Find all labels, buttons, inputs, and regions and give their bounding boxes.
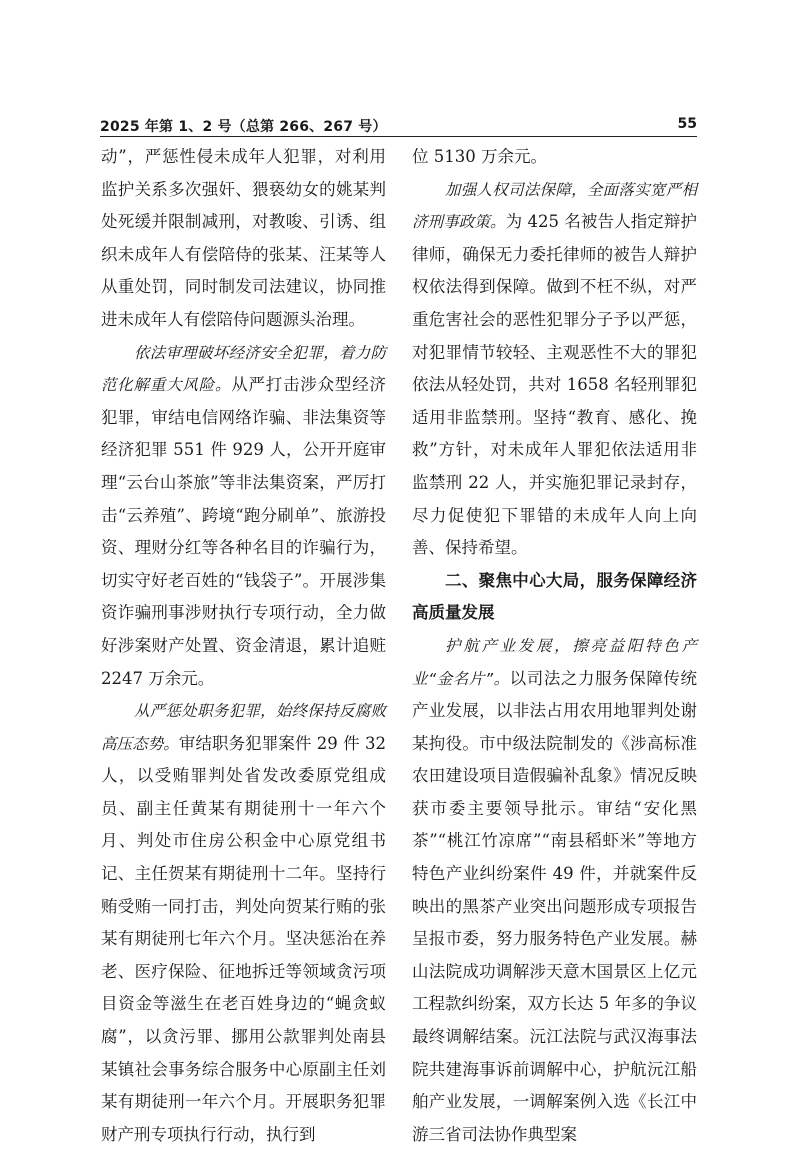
- paragraph-body: 为 425 名被告人指定辩护律师，确保无力委托律师的被告人辩护权依法得到保障。做到不枉不纵，对严重危害社会的恶性犯罪分子予以严惩，对犯罪情节较轻、主观恶性不大的罪犯依法从轻处罚，共对 1658 名轻刑罪犯适用非监禁刑。坚持“教育、感化、挽救”方针，对未成年人罪犯依法适用非监禁刑 22 人，并实施犯罪记录封存，尽力促使犯下罪错的未成年人向上向善、保持希望。: [412, 212, 697, 558]
- paragraph: [101, 337, 386, 696]
- paragraph: [412, 630, 697, 1151]
- paragraph: 位 5130 万余元。: [412, 147, 547, 166]
- page-number: 55: [677, 116, 697, 132]
- paragraph: [101, 695, 386, 1151]
- paragraph-lead: 护航产业发展，擦亮益阳特色产业“金名片”。: [412, 636, 697, 688]
- paragraph: 动”，严惩性侵未成年人犯罪，对利用监护关系多次强奸、猥亵幼女的姚某判处死缓并限制减刑，对教唆、引诱、组织未成年人有偿陪侍的张某、汪某等人从重处罚，同时制发司法建议，协同推进未成年人有偿陪侍问题源头治理。: [101, 147, 386, 329]
- paragraph-body: 从严打击涉众型经济犯罪，审结电信网络诈骗、非法集资等经济犯罪 551 件 929 人，公开开庭审理“云台山茶旅”等非法集资案，严厉打击“云养殖”、跨境“跑分刷单”、旅游投资、理财分红等各种名目的诈骗行为，切实守好老百姓的“钱袋子”。开展涉集资诈骗刑事涉财执行专项行动，全力做好涉案财产处置、资金清退，累计追赃 2247 万余元。: [101, 375, 386, 688]
- paragraph: [412, 174, 697, 565]
- paragraph-body: 以司法之力服务保障传统产业发展，以非法占用农用地罪判处谢某拘役。市中级法院制发的《涉高标准农田建设项目造假骗补乱象》情况反映获市委主要领导批示。审结“安化黑茶”“桃江竹凉席”“南县稻虾米”等地方特色产业纠纷案件 49 件，并就案件反映出的黑茶产业突出问题形成专项报告呈报市委，努力服务特色产业发展。赫山法院成功调解涉天意木国景区上亿元工程款纠纷案，双方长达 5 年多的争议最终调解结案。沅江法院与武汉海事法院共建海事诉前调解中心，护航沅江船舶产业发展，一调解案例入选《长江中游三省司法协作典型案: [412, 668, 698, 1144]
- paragraph-lead: 加强人权司法保障，全面落实宽严相济刑事政策。: [412, 180, 697, 232]
- right-column: [412, 141, 697, 1151]
- issue-label: 2025 年第 1、2 号（总第 266、267 号）: [100, 119, 387, 135]
- header-rule: [100, 136, 697, 137]
- left-column: [101, 141, 386, 1151]
- paragraph-lead: 依法审理破坏经济安全犯罪，着力防范化解重大风险。: [101, 343, 386, 395]
- paragraph-lead: 从严惩处职务犯罪，始终保持反腐败高压态势。: [101, 702, 386, 753]
- section-heading: 二、聚焦中心大局，服务保障经济高质量发展: [412, 570, 697, 623]
- running-header: [100, 116, 697, 136]
- paragraph-body: 审结职务犯罪案件 29 件 32 人，以受贿罪判处省发改委原党组成员、副主任黄某有期徒刑十一年六个月、判处市住房公积金中心原党组书记、主任贺某有期徒刑十二年。坚持行贿受贿一同打击，判处向贺某行贿的张某有期徒刑七年六个月。坚决惩治在养老、医疗保险、征地拆迁等领域贪污项目资金等滋生在老百姓身边的“蝇贪蚁腐”，以贪污罪、挪用公款罪判处南县某镇社会事务综合服务中心原副主任刘某有期徒刑一年六个月。开展职务犯罪财产刑专项执行行动，执行到: [101, 733, 386, 1144]
